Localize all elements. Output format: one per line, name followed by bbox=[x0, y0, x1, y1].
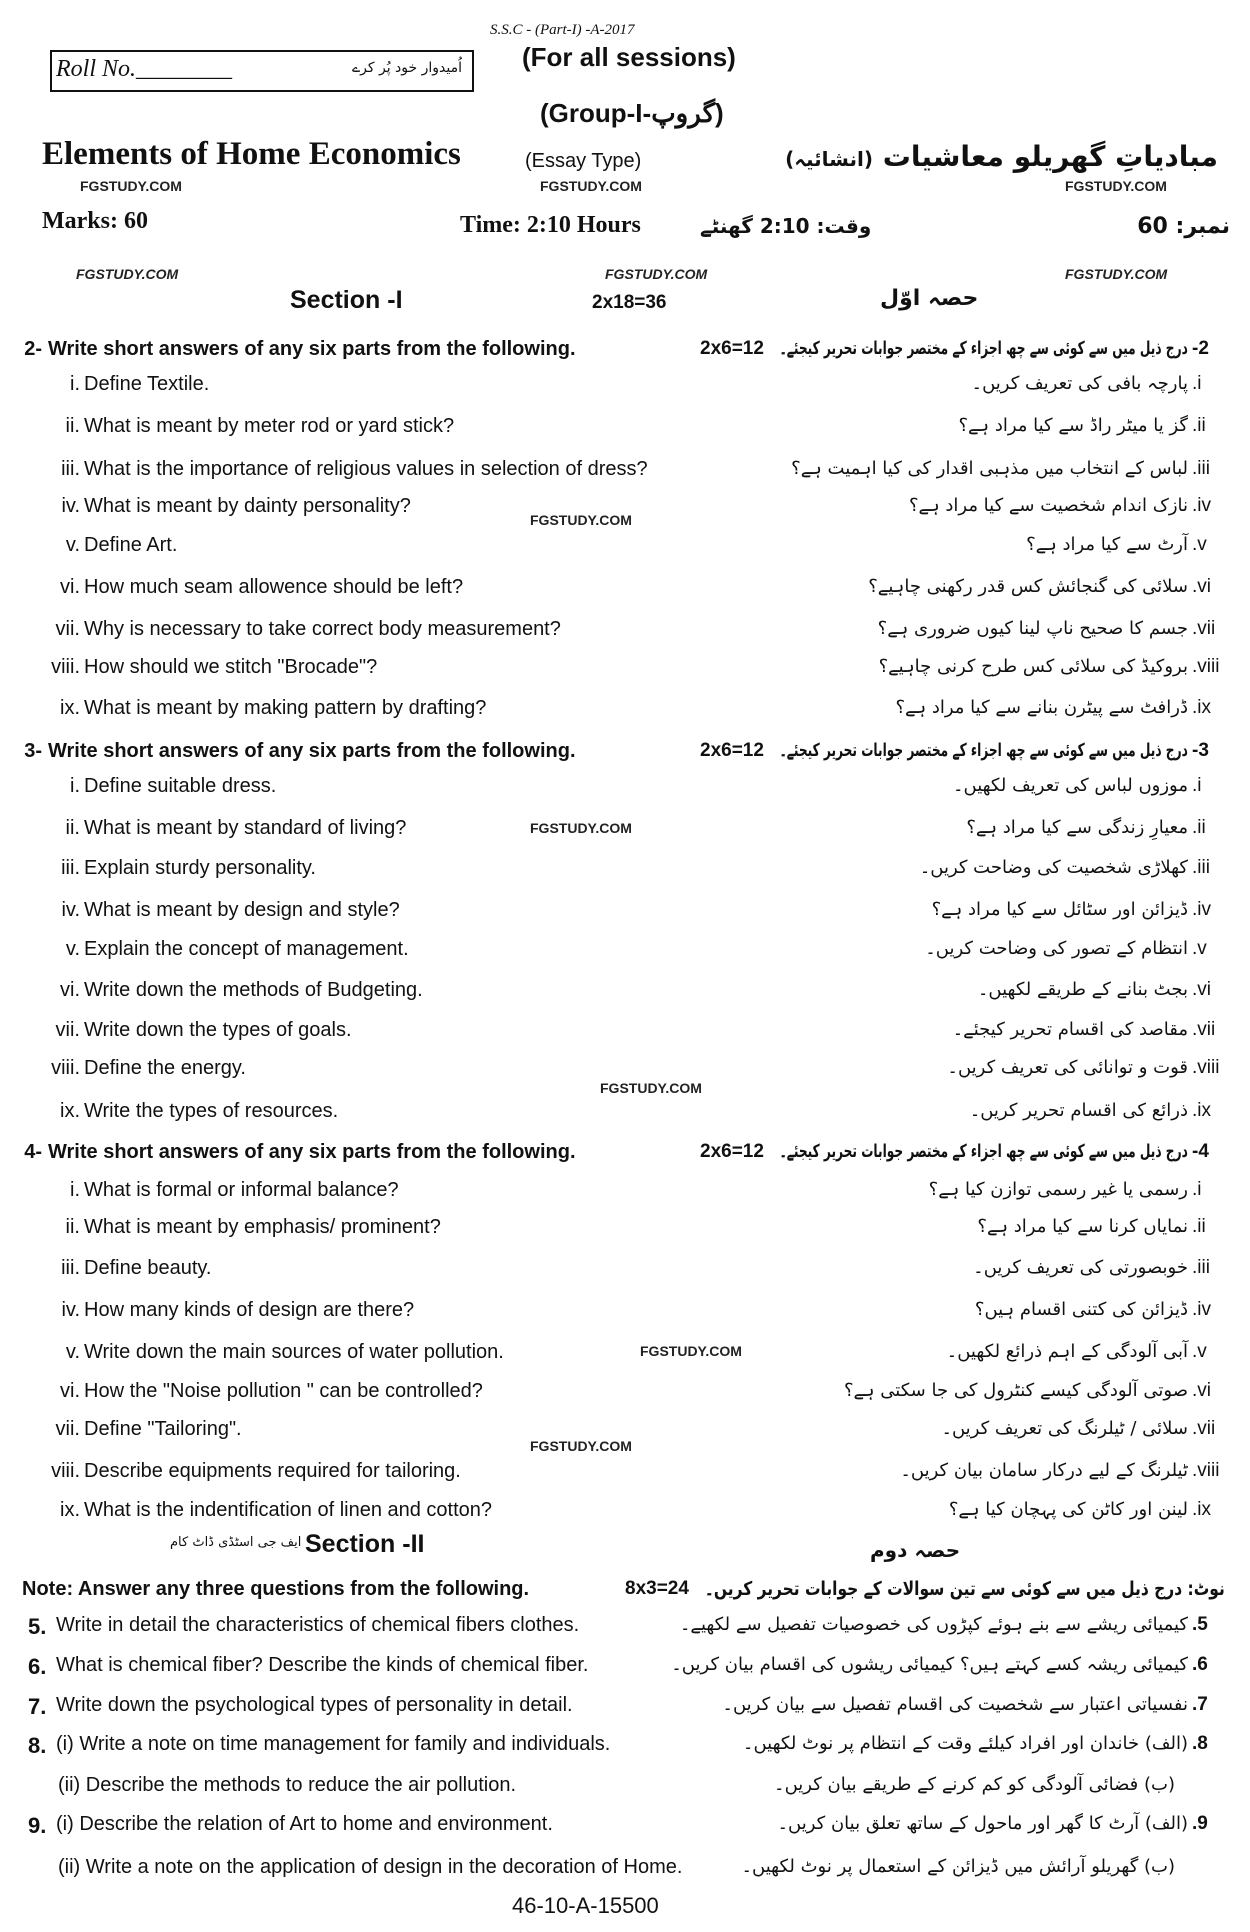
question-text-ur: خوبصورتی کی تعریف کریں۔ bbox=[973, 1257, 1188, 1278]
question-number-ur: .viii bbox=[1192, 656, 1220, 677]
question-number-ur: .iv bbox=[1192, 1299, 1211, 1320]
question-number: vi. bbox=[60, 979, 80, 1001]
question-text-ur: موزوں لباس کی تعریف لکھیں۔ bbox=[952, 775, 1188, 796]
question-marks: 2x6=12 bbox=[700, 338, 764, 359]
question-text-en: What is meant by dainty personality? bbox=[84, 495, 411, 517]
question-number: ix. bbox=[60, 697, 80, 719]
watermark-ur: ایف جی اسٹڈی ڈاٹ کام bbox=[170, 1535, 302, 1550]
question-text-en: What is the importance of religious values in selection of dress? bbox=[84, 458, 648, 480]
long-question bbox=[0, 1856, 1250, 1890]
question-number-ur: .v bbox=[1192, 1341, 1207, 1362]
question-number-ur: .5 bbox=[1192, 1614, 1208, 1635]
question-header bbox=[0, 740, 1250, 774]
question-text-en: What is formal or informal balance? bbox=[84, 1179, 399, 1201]
question-text-ur: سلائی کی گنجائش کس قدر رکھنی چاہیے؟ bbox=[868, 576, 1188, 597]
question-text-ur: آرٹ سے کیا مراد ہے؟ bbox=[1026, 534, 1188, 555]
question-number: ix. bbox=[60, 1499, 80, 1521]
question-text-en: What is meant by emphasis/ prominent? bbox=[84, 1216, 441, 1238]
question-text-ur: معیارِ زندگی سے کیا مراد ہے؟ bbox=[966, 817, 1188, 838]
question-text-ur: رسمی یا غیر رسمی توازن کیا ہے؟ bbox=[928, 1179, 1188, 1200]
question-text-ur: پارچہ بافی کی تعریف کریں۔ bbox=[971, 373, 1188, 394]
watermark: FGSTUDY.COM bbox=[1065, 266, 1168, 282]
question-number-ur: .vii bbox=[1192, 618, 1216, 639]
question-text-ur: نمایاں کرنا سے کیا مراد ہے؟ bbox=[977, 1216, 1188, 1237]
question-number: 5. bbox=[28, 1614, 47, 1639]
essay-type-en: (Essay Type) bbox=[525, 150, 642, 172]
question-item bbox=[0, 1057, 1250, 1091]
question-header bbox=[0, 338, 1250, 372]
question-item bbox=[0, 817, 1250, 851]
question-item bbox=[0, 899, 1250, 933]
question-item bbox=[0, 618, 1250, 652]
question-number: vi. bbox=[60, 1380, 80, 1402]
question-marks: 2x6=12 bbox=[700, 1141, 764, 1162]
question-number-ur: .viii bbox=[1192, 1460, 1220, 1481]
question-text-ur: ڈرافٹ سے پیٹرن بنانے سے کیا مراد ہے؟ bbox=[895, 697, 1188, 718]
watermark: FGSTUDY.COM bbox=[1065, 178, 1167, 194]
question-number-ur: .iii bbox=[1192, 458, 1210, 479]
question-number-ur: .iii bbox=[1192, 857, 1210, 878]
question-text-ur: ڈیزائن کی کتنی اقسام ہیں؟ bbox=[974, 1299, 1188, 1320]
question-number: 4- bbox=[24, 1141, 42, 1163]
question-number: i. bbox=[70, 1179, 80, 1201]
question-text-en: Write down the psychological types of personality in detail. bbox=[56, 1694, 573, 1716]
time-en: Time: 2:10 Hours bbox=[460, 212, 641, 238]
question-number: i. bbox=[70, 775, 80, 797]
question-item bbox=[0, 373, 1250, 407]
question-text-ur: سلائی / ٹیلرنگ کی تعریف کریں۔ bbox=[941, 1418, 1188, 1439]
question-text-ur: کیمیائی ریشہ کسے کہتے ہیں؟ کیمیائی ریشوں کی اقسام بیان کریں۔ bbox=[671, 1654, 1188, 1675]
question-text-ur: ٹیلرنگ کے لیے درکار سامان بیان کریں۔ bbox=[900, 1460, 1188, 1481]
question-number: 9. bbox=[28, 1813, 47, 1838]
question-text-ur: بروکیڈ کی سلائی کس طرح کرنی چاہیے؟ bbox=[878, 656, 1188, 677]
question-text-en: (i) Write a note on time management for family and individuals. bbox=[56, 1733, 611, 1755]
question-text-en: Why is necessary to take correct body measurement? bbox=[84, 618, 561, 640]
question-item bbox=[0, 1460, 1250, 1494]
question-item bbox=[0, 1257, 1250, 1291]
question-number: v. bbox=[65, 534, 80, 556]
question-text-en: Explain the concept of management. bbox=[84, 938, 409, 960]
question-number-ur: .v bbox=[1192, 938, 1207, 959]
question-header bbox=[0, 1141, 1250, 1175]
question-item bbox=[0, 938, 1250, 972]
roll-no-box[interactable] bbox=[50, 50, 474, 92]
question-item bbox=[0, 1499, 1250, 1533]
question-number: ii. bbox=[65, 1216, 80, 1238]
question-number: iv. bbox=[61, 1299, 80, 1321]
question-text-ur: صوتی آلودگی کیسے کنٹرول کی جا سکتی ہے؟ bbox=[843, 1380, 1188, 1401]
question-item bbox=[0, 576, 1250, 610]
question-number-ur: .vii bbox=[1192, 1019, 1216, 1040]
question-marks: 2x6=12 bbox=[700, 740, 764, 761]
question-item bbox=[0, 1418, 1250, 1452]
question-text-en: Describe equipments required for tailoring. bbox=[84, 1460, 461, 1482]
question-number-ur: .7 bbox=[1192, 1694, 1208, 1715]
long-question bbox=[0, 1614, 1250, 1648]
question-item bbox=[0, 415, 1250, 449]
question-text-en: What is meant by meter rod or yard stick? bbox=[84, 415, 455, 437]
long-question bbox=[0, 1654, 1250, 1688]
question-text-en: (ii) Write a note on the application of design in the decoration of Home. bbox=[58, 1856, 683, 1878]
question-text-en: How much seam allowence should be left? bbox=[84, 576, 464, 598]
roll-no-urdu: اُمیدوار خود پُر کرے bbox=[351, 60, 462, 76]
question-item bbox=[0, 775, 1250, 809]
long-question bbox=[0, 1694, 1250, 1728]
watermark: FGSTUDY.COM bbox=[640, 1343, 742, 1359]
question-number-ur: .iv bbox=[1192, 495, 1211, 516]
question-number-ur: .9 bbox=[1192, 1813, 1208, 1834]
marks-ur: نمبر: 60 bbox=[1137, 214, 1230, 239]
long-question bbox=[0, 1813, 1250, 1847]
question-number-ur: .v bbox=[1192, 534, 1207, 555]
question-text-en: What is chemical fiber? Describe the kinds of chemical fiber. bbox=[56, 1654, 589, 1676]
subject-title-en: Elements of Home Economics bbox=[42, 136, 461, 172]
question-number: vii. bbox=[55, 1418, 80, 1440]
question-text-en: Write the types of resources. bbox=[84, 1100, 339, 1122]
question-item bbox=[0, 1179, 1250, 1213]
marks-en: Marks: 60 bbox=[42, 208, 148, 234]
question-number: iv. bbox=[61, 495, 80, 517]
watermark: FGSTUDY.COM bbox=[76, 266, 179, 282]
question-text-ur: درج ذیل میں سے کوئی سے چھ اجزاء کے مختصر جوابات تحریر کیجئے۔ bbox=[779, 338, 1188, 359]
question-number-ur: .iii bbox=[1192, 1257, 1210, 1278]
exam-code: S.S.C - (Part-I) -A-2017 bbox=[490, 22, 635, 38]
question-text-ur: (الف) خاندان اور افراد کیلئے وقت کے انتظام پر نوٹ لکھیں۔ bbox=[742, 1733, 1188, 1754]
question-number-ur: .vi bbox=[1192, 1380, 1211, 1401]
question-text-en: What is meant by standard of living? bbox=[84, 817, 407, 839]
question-item bbox=[0, 1341, 1250, 1375]
question-number: iii. bbox=[61, 857, 80, 879]
watermark: FGSTUDY.COM bbox=[530, 820, 632, 836]
question-item bbox=[0, 857, 1250, 891]
question-number: 2- bbox=[24, 338, 42, 360]
watermark: FGSTUDY.COM bbox=[600, 1080, 702, 1096]
long-question bbox=[0, 1774, 1250, 1808]
question-item bbox=[0, 1299, 1250, 1333]
question-number: viii. bbox=[51, 1057, 80, 1079]
question-text-en: Write short answers of any six parts from the following. bbox=[48, 338, 576, 360]
question-item bbox=[0, 1216, 1250, 1250]
question-number: 3- bbox=[24, 740, 42, 762]
question-number: vii. bbox=[55, 1019, 80, 1041]
question-number-ur: .6 bbox=[1192, 1654, 1208, 1675]
question-number-ur: .8 bbox=[1192, 1733, 1208, 1754]
question-number-ur: .i bbox=[1192, 373, 1202, 394]
section-1-title: Section -I bbox=[290, 286, 403, 314]
question-number-ur: .iv bbox=[1192, 899, 1211, 920]
question-item bbox=[0, 495, 1250, 529]
question-text-ur: قوت و توانائی کی تعریف کریں۔ bbox=[947, 1057, 1188, 1078]
question-text-ur: لباس کے انتخاب میں مذہبی اقدار کی کیا اہمیت ہے؟ bbox=[791, 458, 1188, 479]
question-text-ur: کیمیائی ریشے سے بنے ہوئے کپڑوں کی خصوصیات تفصیل سے لکھیے۔ bbox=[679, 1614, 1188, 1635]
question-text-ur: کھلاڑی شخصیت کی وضاحت کریں۔ bbox=[919, 857, 1188, 878]
section-2-title: Section -II bbox=[305, 1530, 425, 1558]
question-number: 6. bbox=[28, 1654, 47, 1679]
question-text-ur: (ب) گھریلو آرائش میں ڈیزائن کے استعمال پر نوٹ لکھیں۔ bbox=[741, 1856, 1175, 1877]
question-text-ur: ذرائع کی اقسام تحریر کریں۔ bbox=[969, 1100, 1188, 1121]
question-text-ur: گز یا میٹر راڈ سے کیا مراد ہے؟ bbox=[958, 415, 1188, 436]
group-label: (Group-I-گروپ) bbox=[540, 98, 724, 128]
question-text-ur: ڈیزائن اور سٹائل سے کیا مراد ہے؟ bbox=[931, 899, 1188, 920]
question-item bbox=[0, 697, 1250, 731]
question-text-en: How many kinds of design are there? bbox=[84, 1299, 415, 1321]
question-text-en: Write short answers of any six parts from the following. bbox=[48, 1141, 576, 1163]
question-number-ur: .ii bbox=[1192, 415, 1206, 436]
question-text-en: Explain sturdy personality. bbox=[84, 857, 316, 879]
question-item bbox=[0, 1380, 1250, 1414]
question-text-ur: درج ذیل میں سے کوئی سے چھ اجزاء کے مختصر جوابات تحریر کیجئے۔ bbox=[779, 740, 1188, 761]
question-text-en: (i) Describe the relation of Art to home and environment. bbox=[56, 1813, 553, 1835]
question-number-ur: .ix bbox=[1192, 697, 1211, 718]
question-number: 7. bbox=[28, 1694, 47, 1719]
question-text-ur: درج ذیل میں سے کوئی سے چھ اجزاء کے مختصر جوابات تحریر کیجئے۔ bbox=[779, 1141, 1188, 1162]
question-number: iii. bbox=[61, 1257, 80, 1279]
question-text-en: How the "Noise pollution " can be controlled? bbox=[84, 1380, 483, 1402]
question-text-en: What is meant by making pattern by drafting? bbox=[84, 697, 487, 719]
question-number: ii. bbox=[65, 817, 80, 839]
note-ur: نوٹ: درج ذیل میں سے کوئی سے تین سوالات کے جوابات تحریر کریں۔ bbox=[705, 1578, 1225, 1600]
question-text-ur: مقاصد کی اقسام تحریر کیجئے۔ bbox=[952, 1019, 1188, 1040]
question-item bbox=[0, 534, 1250, 568]
question-item bbox=[0, 979, 1250, 1013]
question-text-en: Define beauty. bbox=[84, 1257, 212, 1279]
question-text-en: Write down the methods of Budgeting. bbox=[84, 979, 423, 1001]
question-text-en: Define "Tailoring". bbox=[84, 1418, 242, 1440]
watermark: FGSTUDY.COM bbox=[540, 178, 642, 194]
question-number: viii. bbox=[51, 656, 80, 678]
question-number-ur: .viii bbox=[1192, 1057, 1220, 1078]
question-text-en: How should we stitch "Brocade"? bbox=[84, 656, 378, 678]
question-number: ix. bbox=[60, 1100, 80, 1122]
question-item bbox=[0, 1019, 1250, 1053]
watermark: FGSTUDY.COM bbox=[530, 512, 632, 528]
sessions-label: (For all sessions) bbox=[522, 42, 736, 72]
question-number-ur: .ix bbox=[1192, 1100, 1211, 1121]
question-number-ur: .vi bbox=[1192, 979, 1211, 1000]
question-number: iv. bbox=[61, 899, 80, 921]
question-text-en: What is meant by design and style? bbox=[84, 899, 400, 921]
question-text-en: Write down the types of goals. bbox=[84, 1019, 352, 1041]
question-number: vi. bbox=[60, 576, 80, 598]
question-text-en: Write down the main sources of water pollution. bbox=[84, 1341, 504, 1363]
watermark: FGSTUDY.COM bbox=[80, 178, 182, 194]
time-ur: وقت: 2:10 گھنٹے bbox=[700, 214, 872, 238]
question-number: i. bbox=[70, 373, 80, 395]
watermark: FGSTUDY.COM bbox=[605, 266, 708, 282]
question-number: vii. bbox=[55, 618, 80, 640]
question-text-ur: لینن اور کاٹن کی پہچان کیا ہے؟ bbox=[948, 1499, 1188, 1520]
question-number-ur: .vii bbox=[1192, 1418, 1216, 1439]
question-number-ur: .i bbox=[1192, 775, 1202, 796]
question-item bbox=[0, 656, 1250, 690]
section-1-marks: 2x18=36 bbox=[592, 292, 667, 313]
question-number-ur: -2 bbox=[1192, 338, 1209, 359]
question-text-ur: جسم کا صحیح ناپ لینا کیوں ضروری ہے؟ bbox=[877, 618, 1188, 639]
question-number-ur: .ii bbox=[1192, 817, 1206, 838]
question-number-ur: .ix bbox=[1192, 1499, 1211, 1520]
question-text-en: What is the indentification of linen and cotton? bbox=[84, 1499, 493, 1521]
question-text-en: (ii) Describe the methods to reduce the air pollution. bbox=[58, 1774, 517, 1796]
question-text-en: Define Textile. bbox=[84, 373, 210, 395]
question-number: ii. bbox=[65, 415, 80, 437]
question-number-ur: .vi bbox=[1192, 576, 1211, 597]
question-number: iii. bbox=[61, 458, 80, 480]
roll-no-label: Roll No.________ bbox=[56, 56, 233, 82]
question-text-ur: (ب) فضائی آلودگی کو کم کرنے کے طریقے بیان کریں۔ bbox=[774, 1774, 1175, 1795]
paper-code: 46-10-A-15500 bbox=[512, 1893, 659, 1918]
long-question bbox=[0, 1733, 1250, 1767]
question-item bbox=[0, 1100, 1250, 1134]
question-number-ur: .i bbox=[1192, 1179, 1202, 1200]
note-row bbox=[0, 1578, 1250, 1612]
question-number: v. bbox=[65, 938, 80, 960]
question-number-ur: -3 bbox=[1192, 740, 1209, 761]
note-en: Note: Answer any three questions from the following. bbox=[22, 1578, 530, 1600]
question-item bbox=[0, 458, 1250, 492]
question-number: 8. bbox=[28, 1733, 47, 1758]
watermark: FGSTUDY.COM bbox=[530, 1438, 632, 1454]
note-marks: 8x3=24 bbox=[625, 1578, 689, 1599]
question-text-en: Define suitable dress. bbox=[84, 775, 277, 797]
question-number-ur: -4 bbox=[1192, 1141, 1209, 1162]
question-number: v. bbox=[65, 1341, 80, 1363]
question-text-ur: بجٹ بنانے کے طریقے لکھیں۔ bbox=[977, 979, 1188, 1000]
question-number: viii. bbox=[51, 1460, 80, 1482]
question-text-ur: انتظام کے تصور کی وضاحت کریں۔ bbox=[925, 938, 1188, 959]
question-text-ur: آبی آلودگی کے اہم ذرائع لکھیں۔ bbox=[946, 1341, 1188, 1362]
subject-title-ur: مبادیاتِ گھریلو معاشیات (انشائیہ) bbox=[785, 140, 1218, 173]
question-text-ur: نفسیاتی اعتبار سے شخصیت کی اقسام تفصیل سے بیان کریں۔ bbox=[722, 1694, 1188, 1715]
question-text-en: Write in detail the characteristics of chemical fibers clothes. bbox=[56, 1614, 580, 1636]
question-text-en: Write short answers of any six parts from the following. bbox=[48, 740, 576, 762]
question-text-ur: نازک اندام شخصیت سے کیا مراد ہے؟ bbox=[909, 495, 1188, 516]
question-number-ur: .ii bbox=[1192, 1216, 1206, 1237]
question-text-ur: (الف) آرٹ کا گھر اور ماحول کے ساتھ تعلق بیان کریں۔ bbox=[777, 1813, 1188, 1834]
question-text-en: Define Art. bbox=[84, 534, 178, 556]
question-text-en: Define the energy. bbox=[84, 1057, 246, 1079]
section-1-title-ur: حصہ اوّل bbox=[880, 286, 979, 311]
section-2-title-ur: حصہ دوم bbox=[870, 1538, 961, 1562]
